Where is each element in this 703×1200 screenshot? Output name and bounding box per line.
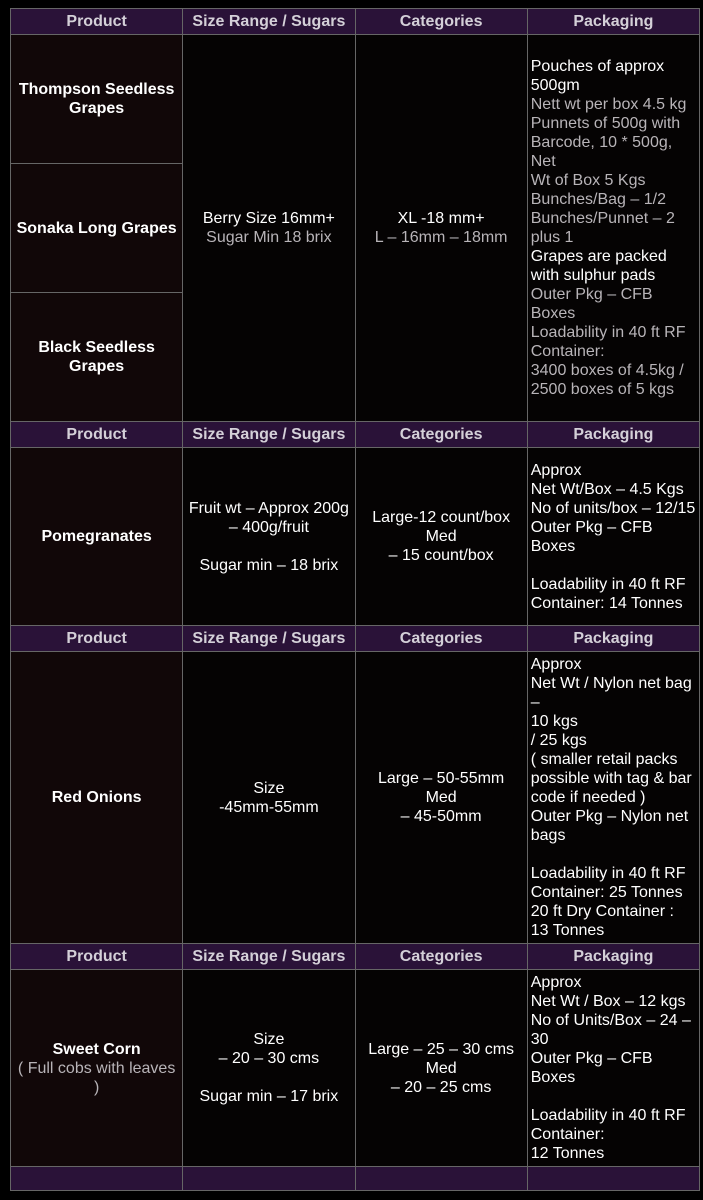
packaging-line: Approx bbox=[530, 656, 582, 673]
header-categories: Categories bbox=[355, 626, 527, 652]
packaging-line: Outer Pkg – Nylon net bags bbox=[530, 808, 689, 844]
category-line: L – 16mm – 18mm bbox=[374, 229, 508, 246]
category-line: Med bbox=[425, 528, 457, 545]
packaging-line: Loadability in 40 ft RF Container: 25 Tonnes bbox=[530, 865, 686, 901]
categories-cell bbox=[355, 970, 527, 1167]
table-row bbox=[11, 35, 700, 164]
packaging-line: 12 Tonnes bbox=[530, 1145, 605, 1162]
packaging-line: Grapes are packed with sulphur pads bbox=[530, 248, 667, 284]
size-line: Size bbox=[253, 779, 285, 797]
product-name: Black Seedless Grapes bbox=[11, 293, 183, 422]
size-line: -45mm-55mm bbox=[219, 798, 319, 816]
packaging-line: Loadability in 40 ft RF Container: bbox=[530, 324, 686, 360]
packaging-line: Net Wt/Box – 4.5 Kgs bbox=[530, 480, 684, 498]
size-range-cell bbox=[183, 448, 355, 626]
packaging-line: No of units/box – 12/15 bbox=[530, 499, 696, 517]
table-header-row bbox=[11, 626, 700, 652]
table-header-row bbox=[11, 944, 700, 970]
packaging-line: Approx bbox=[530, 461, 582, 479]
packaging-line: Wt of Box 5 Kgs bbox=[530, 172, 646, 189]
packaging-line: Outer Pkg – CFB Boxes bbox=[530, 1050, 653, 1086]
header-product: Product bbox=[11, 9, 183, 35]
categories-cell bbox=[355, 448, 527, 626]
packaging-line: Bunches/Bag – 1/2 Bunches/Punnet – 2 plus 1 bbox=[530, 191, 675, 246]
packaging-line: Loadability in 40 ft RF Container: 14 Tonnes bbox=[530, 575, 686, 612]
packaging-line: Loadability in 40 ft RF Container: bbox=[530, 1107, 686, 1143]
packaging-cell bbox=[527, 652, 699, 944]
product-name: Thompson Seedless Grapes bbox=[11, 35, 183, 164]
product-name: Pomegranates bbox=[11, 448, 183, 626]
category-line: – 15 count/box bbox=[388, 547, 494, 564]
size-range-cell bbox=[183, 652, 355, 944]
header-product: Product bbox=[11, 944, 183, 970]
header-packaging: Packaging bbox=[527, 9, 699, 35]
packaging-line: ( smaller retail packs possible with tag & bar code if needed ) bbox=[530, 751, 692, 806]
categories-cell bbox=[355, 35, 527, 422]
size-range-cell bbox=[183, 970, 355, 1167]
category-line: Med bbox=[425, 1059, 457, 1077]
header-product: Product bbox=[11, 422, 183, 448]
size-line: Fruit wt – Approx 200g – 400g/fruit bbox=[188, 499, 349, 536]
packaging-line: Net Wt / Box – 12 kgs bbox=[530, 993, 686, 1010]
packaging-line: Net Wt / Nylon net bag – bbox=[530, 675, 692, 711]
packaging-line: Nett wt per box 4.5 kg bbox=[530, 96, 687, 113]
packaging-line: Outer Pkg – CFB Boxes bbox=[530, 286, 653, 322]
category-line: – 20 – 25 cms bbox=[390, 1078, 492, 1096]
header-packaging: Packaging bbox=[527, 944, 699, 970]
sugar-line: Sugar min – 17 brix bbox=[199, 1088, 339, 1105]
header-size-range: Size Range / Sugars bbox=[183, 9, 355, 35]
table-row bbox=[11, 970, 700, 1167]
size-line: – 20 – 30 cms bbox=[218, 1050, 320, 1067]
category-line: Large – 25 – 30 cms bbox=[368, 1040, 515, 1058]
table-header-row bbox=[11, 422, 700, 448]
header-packaging: Packaging bbox=[527, 422, 699, 448]
sugar-line: Sugar Min 18 brix bbox=[206, 229, 332, 246]
categories-cell bbox=[355, 652, 527, 944]
category-line: XL -18 mm+ bbox=[397, 210, 485, 227]
product-name: Sweet Corn bbox=[52, 1040, 141, 1058]
packaging-line: No of Units/Box – 24 – 30 bbox=[530, 1012, 691, 1048]
packaging-line: 10 kgs bbox=[530, 713, 578, 730]
table-header-row bbox=[11, 9, 700, 35]
category-line: Med bbox=[425, 789, 457, 806]
product-name: Sonaka Long Grapes bbox=[11, 164, 183, 293]
header-categories: Categories bbox=[355, 944, 527, 970]
packaging-line: Pouches of approx 500gm bbox=[530, 58, 665, 94]
product-name-cell bbox=[11, 970, 183, 1167]
size-line: Size bbox=[253, 1031, 285, 1048]
packaging-line: 3400 boxes of 4.5kg / 2500 boxes of 5 kgs bbox=[530, 362, 684, 398]
category-line: Large-12 count/box bbox=[372, 509, 511, 526]
table-row bbox=[11, 448, 700, 626]
header-categories: Categories bbox=[355, 9, 527, 35]
product-note: ( Full cobs with leaves ) bbox=[17, 1059, 176, 1096]
header-size-range: Size Range / Sugars bbox=[183, 626, 355, 652]
category-line: Large – 50-55mm bbox=[377, 770, 505, 787]
packaging-cell bbox=[527, 35, 699, 422]
header-size-range: Size Range / Sugars bbox=[183, 422, 355, 448]
header-packaging: Packaging bbox=[527, 626, 699, 652]
product-spec-table bbox=[10, 8, 700, 1191]
category-line: – 45-50mm bbox=[400, 808, 482, 825]
packaging-line: Punnets of 500g with Barcode, 10 * 500g, Net bbox=[530, 115, 681, 170]
packaging-line: Approx bbox=[530, 974, 582, 991]
packaging-line: / 25 kgs bbox=[530, 732, 587, 749]
size-line: Berry Size 16mm+ bbox=[202, 210, 335, 227]
table-footer-row bbox=[11, 1167, 700, 1191]
product-name: Red Onions bbox=[11, 652, 183, 944]
sugar-line: Sugar min – 18 brix bbox=[199, 556, 339, 574]
packaging-cell bbox=[527, 970, 699, 1167]
packaging-line: Outer Pkg – CFB Boxes bbox=[530, 518, 653, 555]
header-size-range: Size Range / Sugars bbox=[183, 944, 355, 970]
size-range-cell bbox=[183, 35, 355, 422]
packaging-cell bbox=[527, 448, 699, 626]
header-product: Product bbox=[11, 626, 183, 652]
packaging-line: 20 ft Dry Container : 13 Tonnes bbox=[530, 903, 674, 939]
header-categories: Categories bbox=[355, 422, 527, 448]
table-row bbox=[11, 652, 700, 944]
